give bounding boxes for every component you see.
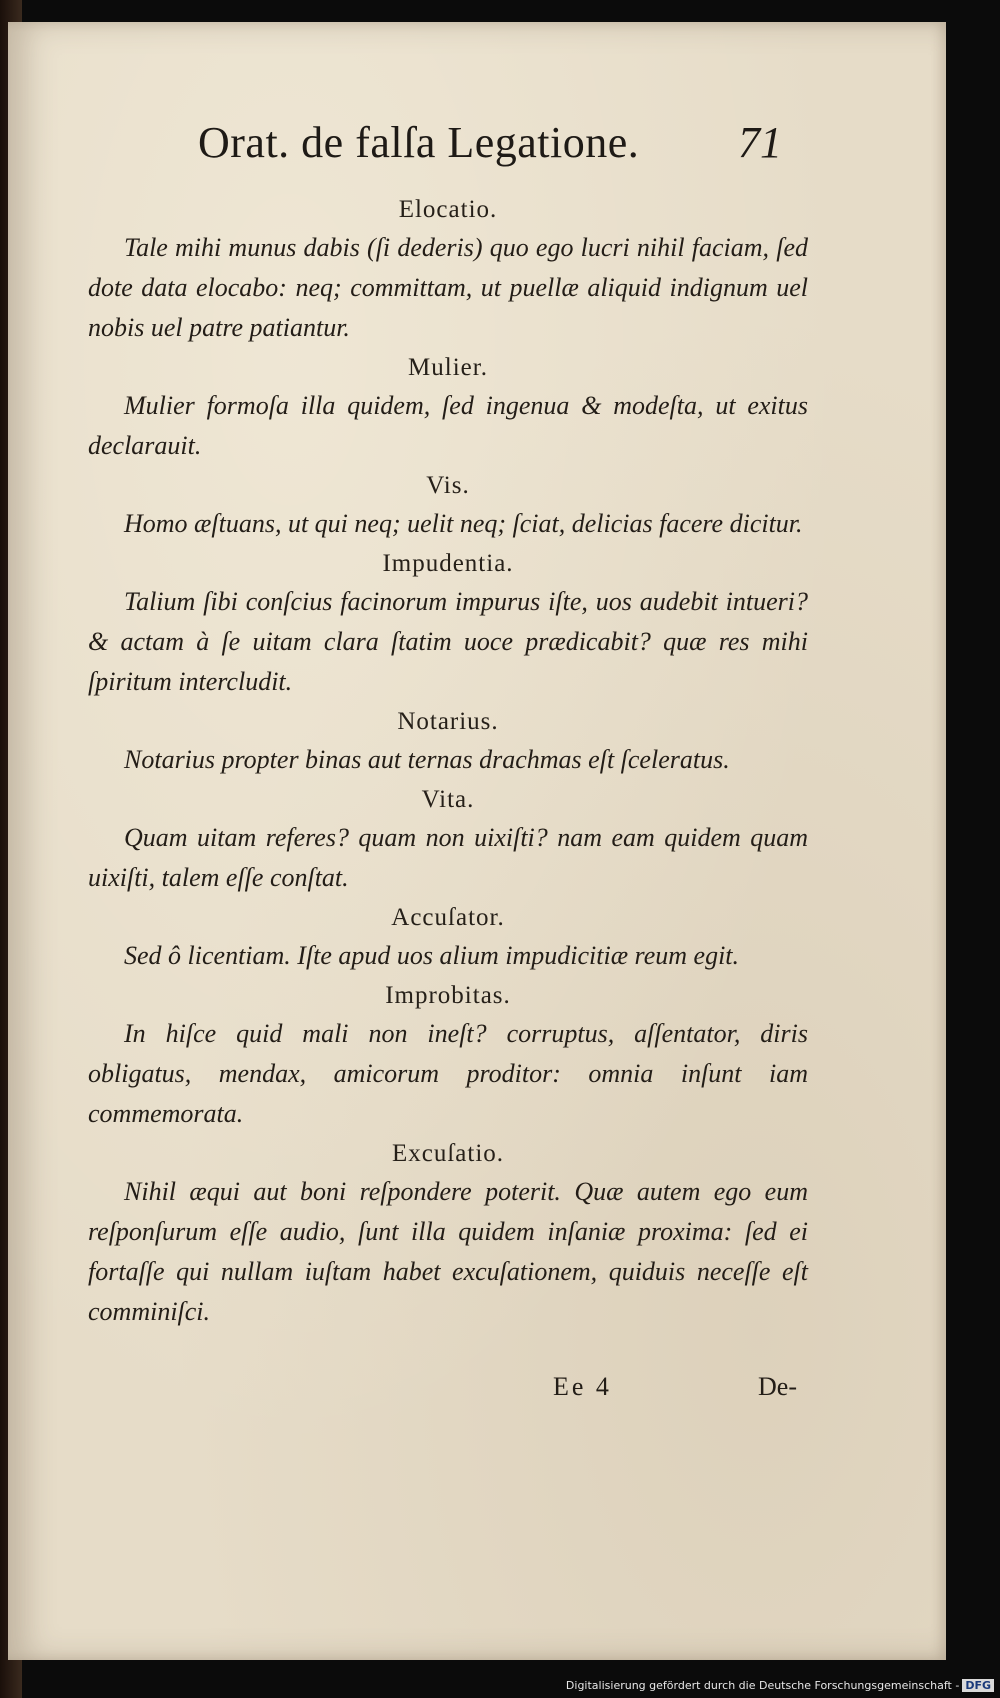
section-text: Talium ſibi conſcius facinorum impurus iſte, uos audebit intueri? & actam à ſe uitam clara ſtatim uoce prædicabit? quæ res mihi ſpiritum intercludit. — [88, 587, 808, 696]
section — [88, 1136, 808, 1332]
section-heading: Vis. — [426, 472, 470, 499]
section — [88, 782, 808, 898]
digitization-credit — [566, 1679, 994, 1692]
dfg-logo: DFG — [962, 1679, 994, 1692]
catchword: De- — [758, 1372, 797, 1401]
section-heading: Excuſatio. — [391, 1140, 505, 1167]
section — [88, 704, 808, 780]
section-text: Sed ô licentiam. Iſte apud uos alium impudicitiæ reum egit. — [124, 941, 740, 970]
section-text: Quam uitam referes? quam non uixiſti? nam eam quidem quam uixiſti, talem eſſe conſtat. — [88, 823, 808, 892]
section — [88, 546, 808, 702]
page-number: 71 — [738, 118, 782, 167]
section — [88, 468, 808, 544]
section-heading: Vita. — [421, 786, 475, 813]
section — [88, 900, 808, 976]
section — [88, 350, 808, 466]
section-heading: Notarius. — [397, 708, 499, 735]
section — [88, 978, 808, 1134]
section-text: Nihil æqui aut boni reſpondere poterit. Quæ autem ego eum reſponſurum eſſe audio, ſunt illa quidem inſaniæ proxima: ſed ei fortaſſe qui nullam iuſtam habet excuſationem, quiduis neceſſe eſt comminiſci. — [88, 1177, 808, 1326]
section-heading: Accuſator. — [391, 904, 505, 931]
section-text: Mulier formoſa illa quidem, ſed ingenua & modeſta, ut exitus declarauit. — [88, 391, 808, 460]
book-page — [8, 22, 946, 1660]
section-heading: Elocatio. — [398, 196, 498, 223]
page-body — [88, 192, 808, 1334]
section-heading: Impudentia. — [382, 550, 514, 577]
section-text: In hiſce quid mali non ineſt? corruptus, aſſentator, diris obligatus, mendax, amicorum proditor: omnia inſunt iam commemorata. — [88, 1019, 808, 1128]
section-text: Homo æſtuans, ut qui neq; uelit neq; ſciat, delicias facere dicitur. — [124, 509, 803, 538]
credit-text: Digitalisierung gefördert durch die Deutsche Forschungsgemeinschaft - — [565, 1679, 960, 1692]
page-footer — [553, 1372, 813, 1412]
section-heading: Mulier. — [408, 354, 488, 381]
signature-mark: Ee 4 — [553, 1372, 612, 1401]
page-header — [198, 117, 838, 187]
section — [88, 192, 808, 348]
section-heading: Improbitas. — [385, 982, 511, 1009]
section-text: Notarius propter binas aut ternas drachmas eſt ſceleratus. — [124, 745, 730, 774]
running-head: Orat. de falſa Legatione. — [198, 118, 640, 167]
section-text: Tale mihi munus dabis (ſi dederis) quo ego lucri nihil faciam, ſed dote data elocabo: neq; committam, ut puellæ aliquid indignum uel nobis uel patre patiantur. — [88, 233, 808, 342]
